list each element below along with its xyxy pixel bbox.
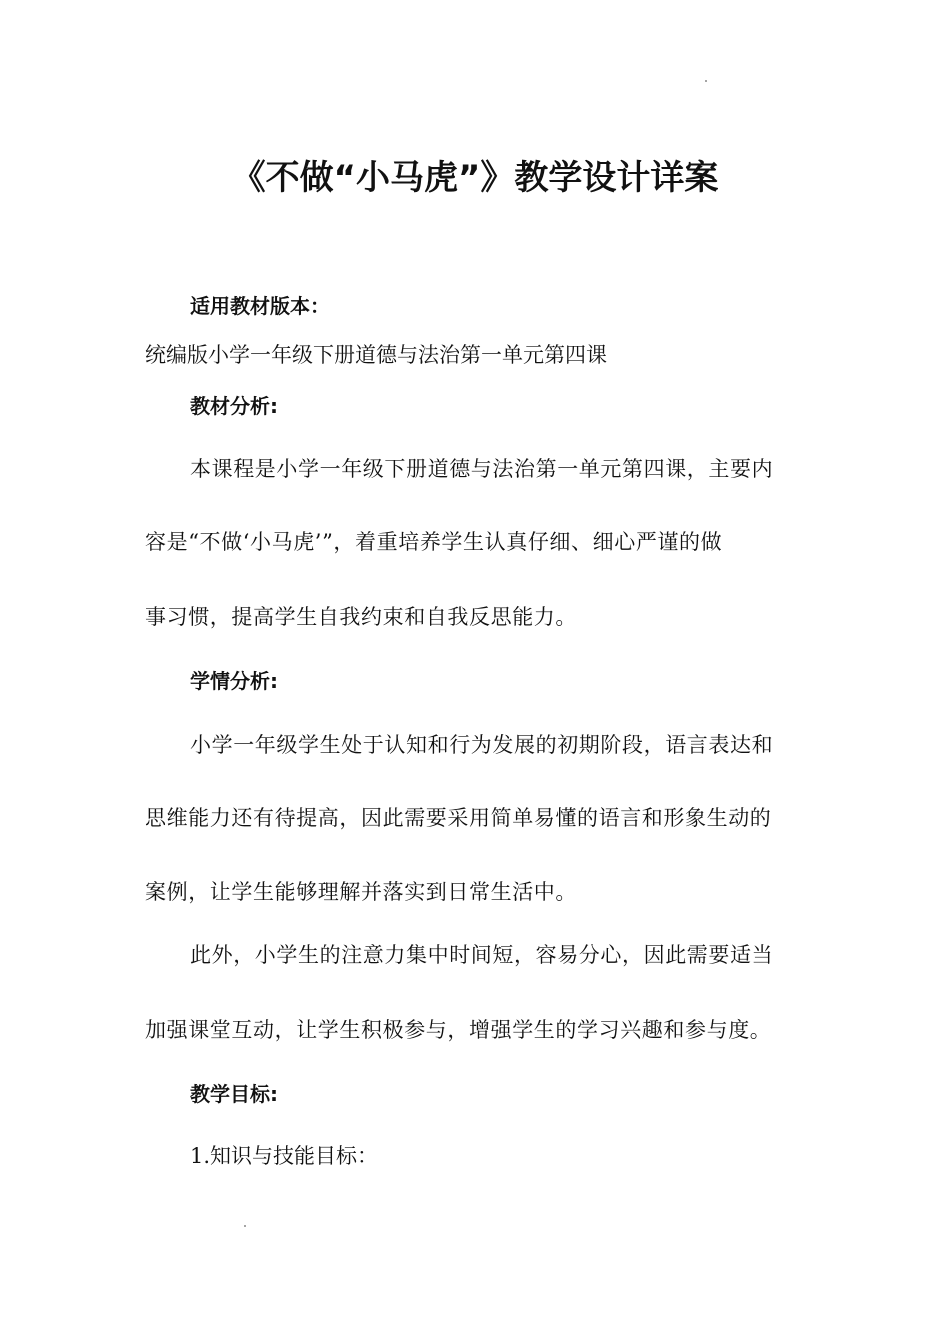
student-analysis-p2-line-2: 加强课堂互动，让学生积极参与，增强学生的学习兴趣和参与度。: [145, 1018, 772, 1042]
material-analysis-line-1: 本课程是小学一年级下册道德与法治第一单元第四课，主要内: [190, 457, 774, 481]
material-analysis-line-2: 容是“不做‘小马虎’”，着重培养学生认真仔细、细心严谨的做: [145, 530, 723, 554]
page-mark-bottom: [244, 1225, 246, 1227]
student-analysis-p1-line-2: 思维能力还有待提高，因此需要采用简单易懂的语言和形象生动的: [145, 806, 772, 830]
document-title: 《不做“小马虎”》教学设计详案: [231, 158, 719, 198]
student-analysis-p1-line-1: 小学一年级学生处于认知和行为发展的初期阶段，语言表达和: [190, 733, 774, 757]
material-analysis-line-3: 事习惯，提高学生自我约束和自我反思能力。: [145, 605, 577, 629]
heading-teaching-goals: 教学目标:: [190, 1082, 278, 1106]
textbook-version-text: 统编版小学一年级下册道德与法治第一单元第四课: [145, 343, 607, 367]
heading-material-analysis: 教材分析:: [190, 394, 278, 418]
page-mark-top: [705, 80, 707, 82]
goal-knowledge-skills: 1.知识与技能目标：: [190, 1144, 379, 1168]
student-analysis-p1-line-3: 案例，让学生能够理解并落实到日常生活中。: [145, 880, 577, 904]
student-analysis-p2-line-1: 此外，小学生的注意力集中时间短，容易分心，因此需要适当: [190, 943, 774, 967]
heading-textbook-version: 适用教材版本：: [190, 294, 330, 318]
heading-student-analysis: 学情分析:: [190, 669, 278, 693]
